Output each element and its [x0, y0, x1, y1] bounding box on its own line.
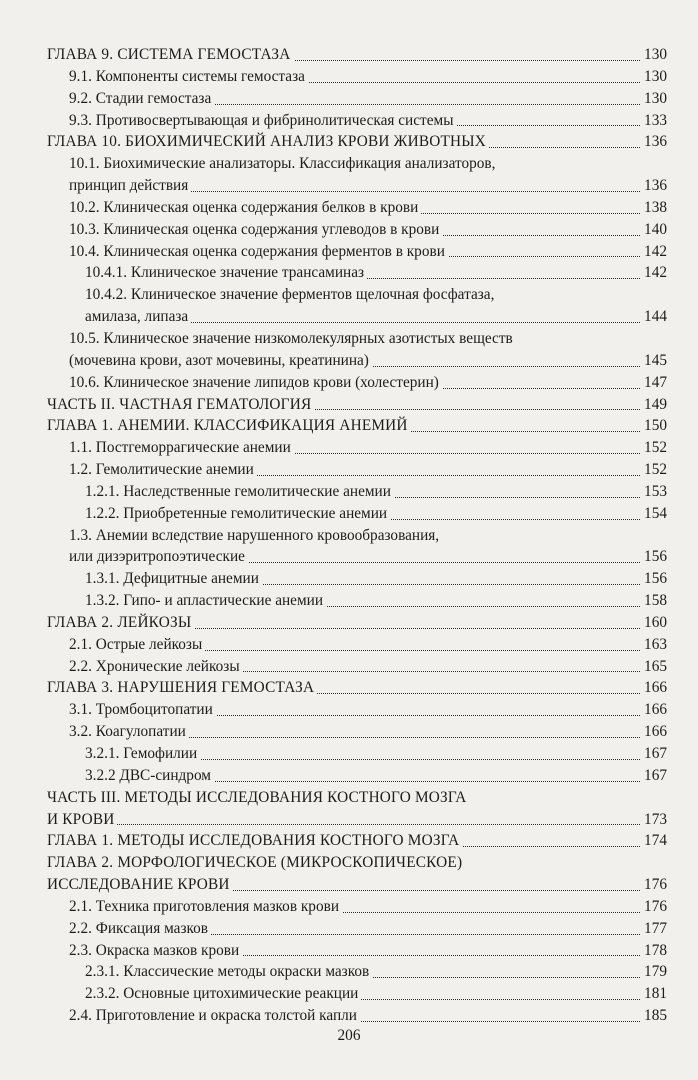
toc-entry: [0, 197, 698, 219]
toc-entry-title: 10.2. Клиническая оценка содержания белков в крови: [69, 197, 421, 219]
toc-entry-title: 3.2.2 ДВС-синдром: [85, 765, 214, 787]
toc-entry-title: 10.4.2. Клиническое значение ферментов щелочная фосфатаза,: [85, 284, 497, 306]
toc-entry-page: 153: [641, 481, 667, 503]
toc-entry-title: 1.3. Анемии вследствие нарушенного кровообразования,: [69, 525, 442, 547]
toc-entry-title: 1.3.1. Дефицитные анемии: [85, 568, 262, 590]
toc-entry-page: 130: [641, 66, 667, 88]
toc-entry: [0, 983, 698, 1005]
toc-entry-title: 10.6. Клиническое значение липидов крови (холестерин): [69, 372, 442, 394]
toc-entry-page: 167: [641, 743, 667, 765]
toc-entry-title: ЧАСТЬ II. ЧАСТНАЯ ГЕМАТОЛОГИЯ: [47, 394, 314, 416]
toc-entry-title: 3.1. Тромбоцитопатии: [69, 699, 216, 721]
toc-entry: [0, 153, 698, 175]
toc-entry-page: 174: [641, 830, 667, 852]
toc-entry-title: ИССЛЕДОВАНИЕ КРОВИ: [47, 874, 233, 896]
toc-entry-title: 2.2. Фиксация мазков: [69, 918, 211, 940]
toc-entry-title: ГЛАВА 10. БИОХИМИЧЕСКИЙ АНАЛИЗ КРОВИ ЖИВОТНЫХ: [47, 131, 489, 153]
toc-entry: [0, 852, 698, 874]
toc-entry: [0, 525, 698, 547]
toc-entry: [0, 44, 698, 66]
toc-entry: [0, 721, 698, 743]
toc-entry: [0, 546, 698, 568]
toc-entry: [0, 110, 698, 132]
toc-entry-page: 133: [641, 110, 667, 132]
toc-entry-page: 166: [641, 677, 667, 699]
toc-entry: [0, 568, 698, 590]
toc-entry-page: 144: [641, 306, 667, 328]
toc-entry-title: 2.3.1. Классические методы окраски мазков: [85, 961, 372, 983]
toc-entry: [0, 612, 698, 634]
toc-entry-title: ГЛАВА 9. СИСТЕМА ГЕМОСТАЗА: [47, 44, 294, 66]
toc-entry-title: ЧАСТЬ III. МЕТОДЫ ИССЛЕДОВАНИЯ КОСТНОГО МОЗГА: [47, 787, 470, 809]
toc-entry-page: 140: [641, 219, 667, 241]
toc-entry: [0, 328, 698, 350]
toc-entry: [0, 131, 698, 153]
toc-entry: [0, 306, 698, 328]
toc-entry: [0, 1005, 698, 1027]
toc-entry-title: 1.3.2. Гипо- и апластические анемии: [85, 590, 326, 612]
toc-entry-title: 2.1. Острые лейкозы: [69, 634, 205, 656]
toc-entry: [0, 350, 698, 372]
toc-entry-page: 178: [641, 940, 667, 962]
toc-entry-page: 160: [641, 612, 667, 634]
toc-entry-page: 179: [641, 961, 667, 983]
toc-entry-title: 9.1. Компоненты системы гемостаза: [69, 66, 308, 88]
toc-entry-title: 10.4.1. Клиническое значение трансаминаз: [85, 262, 367, 284]
toc-entry: [0, 437, 698, 459]
toc-entry: [0, 262, 698, 284]
toc-entry: [0, 830, 698, 852]
toc-entry: [0, 459, 698, 481]
toc-entry: [0, 874, 698, 896]
toc-entry-page: 165: [641, 656, 667, 678]
toc-entry: [0, 66, 698, 88]
toc-entry-title: 9.3. Противосвертывающая и фибринолитическая системы: [69, 110, 456, 132]
toc-entry-page: 163: [641, 634, 667, 656]
toc-entry-title: амилаза, липаза: [85, 306, 191, 328]
toc-entry-page: 181: [641, 983, 667, 1005]
toc-entry-page: 142: [641, 262, 667, 284]
toc-entry-title: 3.2.1. Гемофилии: [85, 743, 200, 765]
toc-entry: [0, 677, 698, 699]
dot-leader: [57, 824, 648, 825]
toc-entry-title: 1.2.1. Наследственные гемолитические анемии: [85, 481, 394, 503]
toc-entry-title: 9.2. Стадии гемостаза: [69, 88, 214, 110]
toc-entry-title: ГЛАВА 3. НАРУШЕНИЯ ГЕМОСТАЗА: [47, 677, 317, 699]
toc-entry-title: ГЛАВА 2. МОРФОЛОГИЧЕСКОЕ (МИКРОСКОПИЧЕСКОЕ): [47, 852, 465, 874]
toc-entry-page: 152: [641, 459, 667, 481]
toc-entry-page: 158: [641, 590, 667, 612]
toc-entry: [0, 896, 698, 918]
toc-entry-title: ГЛАВА 1. АНЕМИИ. КЛАССИФИКАЦИЯ АНЕМИЙ: [47, 415, 411, 437]
toc-entry-title: ГЛАВА 2. ЛЕЙКОЗЫ: [47, 612, 194, 634]
toc-entry-title: 10.1. Биохимические анализаторы. Классификация анализаторов,: [69, 153, 498, 175]
toc-entry: [0, 219, 698, 241]
toc-entry-title: или дизэритропоэтические: [69, 546, 248, 568]
toc-entry: [0, 415, 698, 437]
toc-entry-title: 2.2. Хронические лейкозы: [69, 656, 243, 678]
toc-entry: [0, 175, 698, 197]
toc-entry: [0, 765, 698, 787]
toc-entry-page: 177: [641, 918, 667, 940]
toc-entry-title: 2.1. Техника приготовления мазков крови: [69, 896, 342, 918]
toc-entry: [0, 634, 698, 656]
toc-entry-title: ГЛАВА 1. МЕТОДЫ ИССЛЕДОВАНИЯ КОСТНОГО МОЗГА: [47, 830, 462, 852]
page-number: 206: [337, 1027, 361, 1044]
toc-entry-page: 138: [641, 197, 667, 219]
toc-entry-page: 142: [641, 241, 667, 263]
toc-entry: [0, 284, 698, 306]
toc-entry-title: принцип действия: [69, 175, 191, 197]
toc-entry-title: 2.3. Окраска мазков крови: [69, 940, 242, 962]
toc-entry: [0, 787, 698, 809]
toc-entry-page: 176: [641, 874, 667, 896]
toc-entry: [0, 940, 698, 962]
toc-entry-page: 147: [641, 372, 667, 394]
toc-entry: [0, 743, 698, 765]
toc-entry: [0, 241, 698, 263]
toc-entry: [0, 918, 698, 940]
table-of-contents: [0, 44, 698, 1027]
toc-entry-page: 152: [641, 437, 667, 459]
toc-entry: [0, 88, 698, 110]
toc-entry-title: 3.2. Коагулопатии: [69, 721, 189, 743]
toc-entry-page: 166: [641, 699, 667, 721]
toc-entry-page: 130: [641, 44, 667, 66]
toc-entry-page: 149: [641, 394, 667, 416]
toc-entry-title: 2.3.2. Основные цитохимические реакции: [85, 983, 361, 1005]
toc-entry-page: 166: [641, 721, 667, 743]
toc-entry-title: 2.4. Приготовление и окраска толстой капли: [69, 1005, 360, 1027]
toc-entry-page: 167: [641, 765, 667, 787]
toc-entry-title: И КРОВИ: [47, 809, 117, 831]
toc-entry-title: 10.5. Клиническое значение низкомолекулярных азотистых веществ: [69, 328, 516, 350]
toc-entry-page: 145: [641, 350, 667, 372]
toc-entry: [0, 394, 698, 416]
toc-entry-page: 176: [641, 896, 667, 918]
toc-entry-title: 1.2.2. Приобретенные гемолитические анемии: [85, 503, 390, 525]
toc-entry-title: 10.4. Клиническая оценка содержания ферментов в крови: [69, 241, 448, 263]
toc-entry: [0, 656, 698, 678]
toc-entry-page: 156: [641, 568, 667, 590]
toc-entry-title: 1.2. Гемолитические анемии: [69, 459, 257, 481]
toc-entry-page: 150: [641, 415, 667, 437]
toc-entry-title: (мочевина крови, азот мочевины, креатинина): [69, 350, 372, 372]
toc-entry: [0, 809, 698, 831]
toc-entry: [0, 699, 698, 721]
toc-entry: [0, 503, 698, 525]
toc-entry-page: 136: [641, 175, 667, 197]
toc-entry-page: 154: [641, 503, 667, 525]
toc-entry: [0, 481, 698, 503]
toc-entry: [0, 372, 698, 394]
toc-entry-page: 185: [641, 1005, 667, 1027]
toc-entry-title: 1.1. Постгеморрагические анемии: [69, 437, 294, 459]
toc-entry-title: 10.3. Клиническая оценка содержания углеводов в крови: [69, 219, 442, 241]
toc-entry: [0, 961, 698, 983]
toc-entry: [0, 590, 698, 612]
toc-entry-page: 156: [641, 546, 667, 568]
toc-entry-page: 130: [641, 88, 667, 110]
toc-entry-page: 173: [641, 809, 667, 831]
toc-entry-page: 136: [641, 131, 667, 153]
